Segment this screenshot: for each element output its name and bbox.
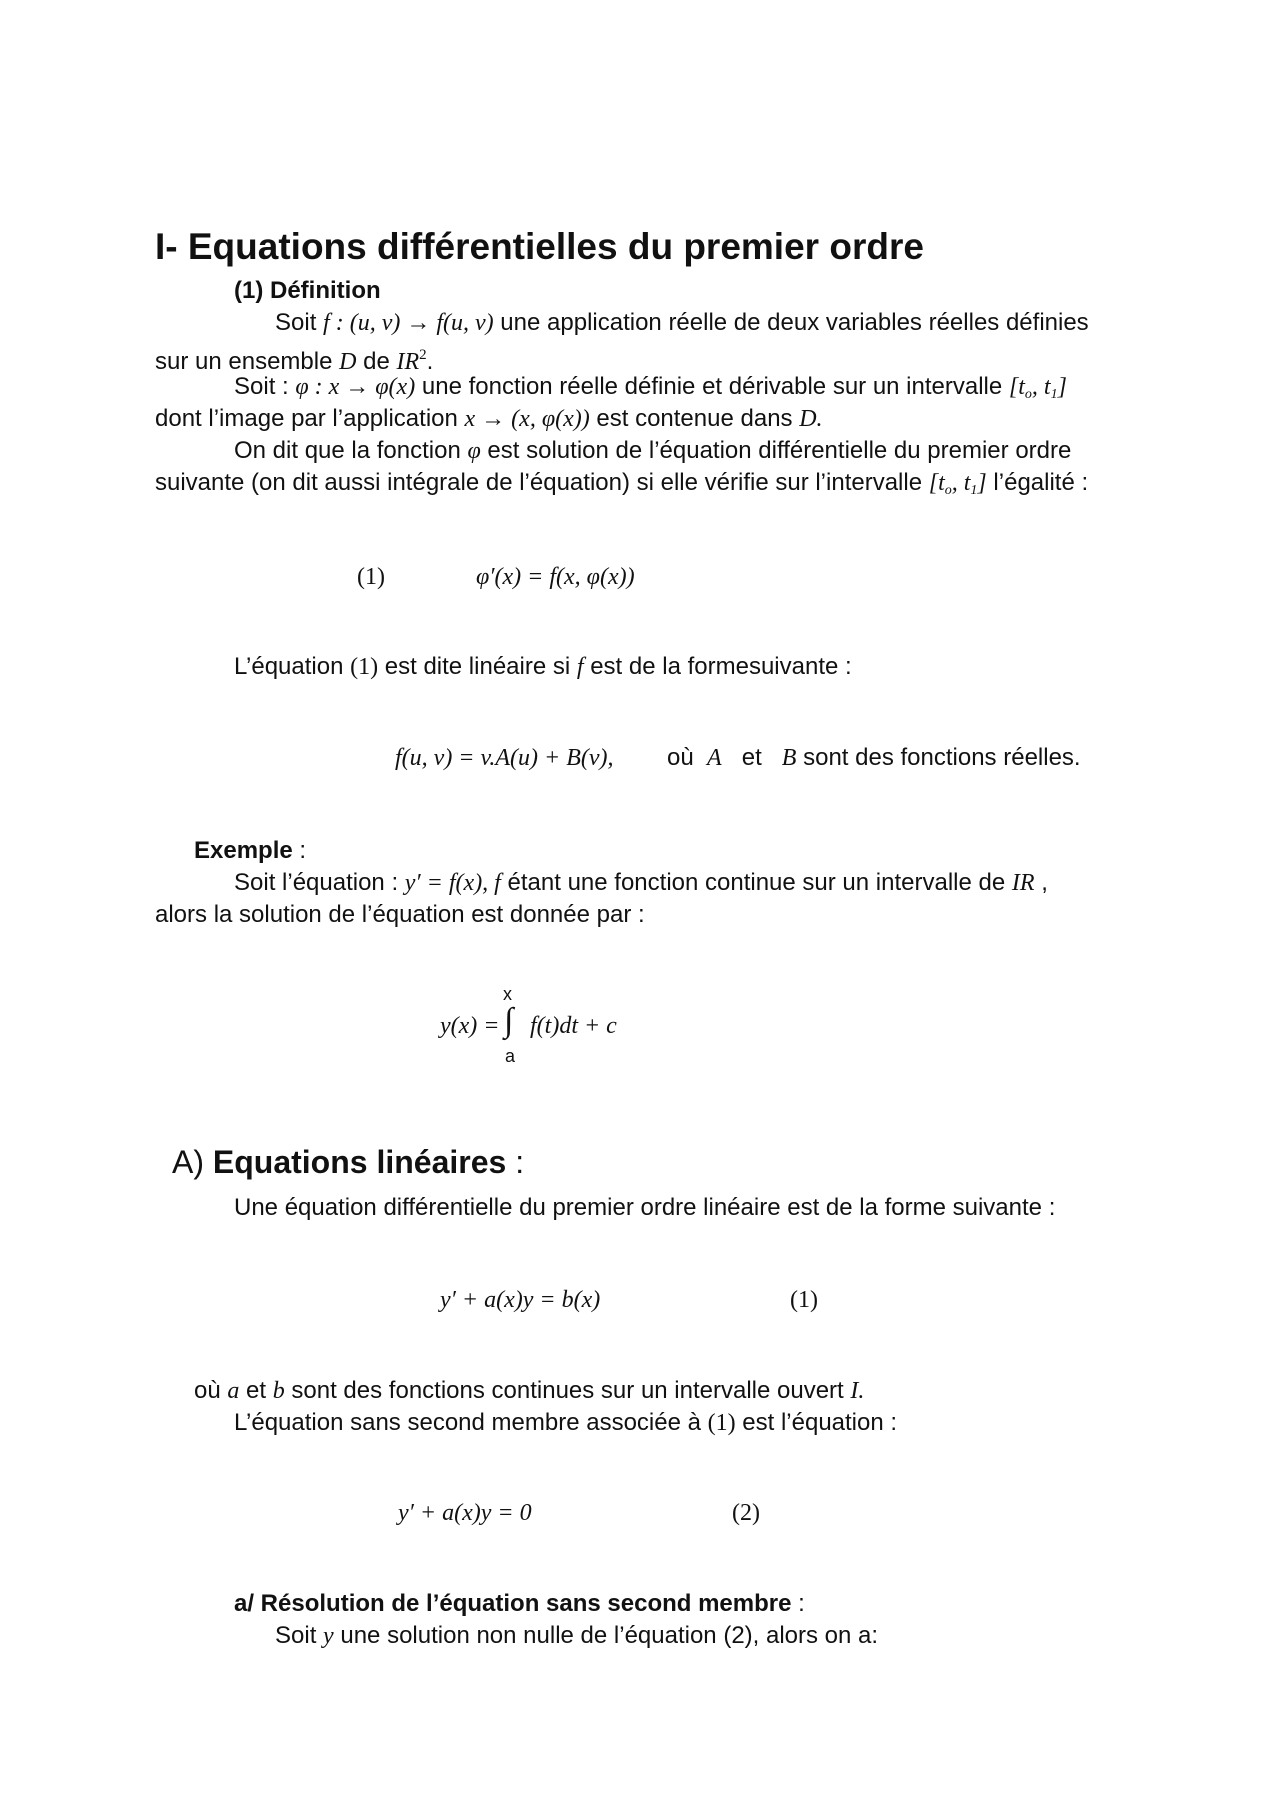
- text: .: [426, 348, 434, 375]
- example-line-2: alors la solution de l’équation est donnée par :: [155, 901, 645, 928]
- math-phi: φ: [467, 438, 481, 464]
- math-IR: IR: [1011, 870, 1035, 896]
- math-D: D.: [799, 406, 823, 432]
- linear-equation-1: y′ + a(x)y = b(x): [440, 1287, 601, 1313]
- math-f: f: [576, 654, 584, 680]
- section-a-heading: [172, 1144, 524, 1181]
- interval-open: [t: [928, 470, 945, 496]
- definition-line-6: [155, 468, 1088, 506]
- interval-close: ]: [1057, 374, 1067, 400]
- linear-form-text: [667, 743, 1081, 773]
- definition-line-4: [155, 404, 823, 434]
- text: et: [239, 1377, 273, 1404]
- linear-definition-line: [234, 652, 852, 682]
- page-title: I- Equations différentielles du premier ordre: [155, 226, 924, 267]
- definition-line-1: [275, 308, 1089, 338]
- text: On dit que la fonction: [234, 437, 468, 464]
- math-interval: [929, 470, 987, 496]
- text: L’équation sans second membre associée à: [234, 1409, 708, 1436]
- math-f: f: [323, 310, 330, 336]
- math-mapping: x → (x, φ(x)): [464, 406, 590, 432]
- interval-mid: , t: [951, 470, 971, 496]
- example-line-1: [234, 868, 1048, 898]
- text: :: [506, 1144, 525, 1180]
- interval-mid: , t: [1031, 374, 1051, 400]
- subsection-heading: [234, 1589, 805, 1619]
- text: sont des fonctions réelles.: [796, 744, 1081, 771]
- text: de: [356, 348, 397, 375]
- conditions-line: [194, 1376, 864, 1406]
- text: L’équation: [234, 653, 351, 680]
- text: une fonction réelle définie et dérivable sur un intervalle: [415, 373, 1009, 400]
- text: et: [741, 744, 762, 771]
- homogeneous-equation-2-label: (2): [732, 1500, 760, 1526]
- linear-form-equation: f(u, v) = v.A(u) + B(v),: [395, 745, 614, 771]
- text: est dite linéaire si: [378, 653, 577, 680]
- text: où: [667, 744, 694, 771]
- integral-upper-limit: x: [503, 984, 512, 1004]
- text: suivante (on dit aussi intégrale de l’équation) si elle vérifie sur l’intervalle: [155, 469, 929, 496]
- interval-close: ]: [977, 470, 987, 496]
- math-A: A: [707, 745, 722, 771]
- math-a: a: [227, 1378, 240, 1404]
- text: est l’équation :: [735, 1409, 898, 1436]
- interval-sub-1: 1: [970, 483, 978, 498]
- text: l’égalité :: [986, 469, 1089, 496]
- definition-line-5: [234, 436, 1071, 466]
- integral-lhs: y(x) =: [440, 1013, 500, 1039]
- text: dont l’image par l’application: [155, 405, 465, 432]
- section-prefix: A): [172, 1144, 213, 1180]
- example-title: Exemple: [194, 837, 293, 864]
- section-a-intro: Une équation différentielle du premier ordre linéaire est de la forme suivante :: [234, 1194, 1056, 1221]
- last-line: [275, 1621, 878, 1651]
- text: Soit :: [234, 373, 296, 400]
- definition-title: (1) Définition: [234, 277, 381, 304]
- integral-rhs: f(t)dt + c: [530, 1013, 617, 1039]
- math-b: b: [272, 1378, 285, 1404]
- text: :: [292, 837, 307, 864]
- text: une solution non nulle de l’équation (2), alors on a:: [333, 1622, 879, 1649]
- text: sont des fonctions continues sur un intervalle ouvert: [284, 1377, 851, 1404]
- text: Soit: [275, 309, 324, 336]
- math-equation: y′ = f(x), f: [404, 870, 501, 896]
- text: une application réelle de deux variables réelles définies: [493, 309, 1089, 336]
- text: sur un ensemble: [155, 348, 340, 375]
- interval-open: [t: [1008, 374, 1025, 400]
- interval-sub-o: o: [1024, 387, 1032, 402]
- text: est solution de l’équation différentielle du premier ordre: [480, 437, 1072, 464]
- example-heading: [194, 836, 306, 866]
- math-y: y: [323, 1623, 334, 1649]
- math-exponent: 2: [419, 347, 427, 363]
- linear-equation-1-label: (1): [790, 1287, 818, 1313]
- equation-1-label: (1): [357, 564, 385, 590]
- text: Soit: [275, 1622, 324, 1649]
- math-ref: (1): [707, 1410, 736, 1436]
- text: où: [194, 1377, 228, 1404]
- math-I: I.: [850, 1378, 865, 1404]
- section-title: Equations linéaires: [212, 1144, 507, 1180]
- math-ref: (1): [350, 654, 379, 680]
- text: est contenue dans: [589, 405, 800, 432]
- math-D: D: [339, 349, 357, 375]
- math-IR: IR: [396, 349, 420, 375]
- math-mapping: : (u, v) → f(u, v): [329, 310, 494, 336]
- homogeneous-equation-2: y′ + a(x)y = 0: [398, 1500, 532, 1526]
- math-B: B: [781, 745, 797, 771]
- text: :: [791, 1590, 805, 1617]
- text: est de la formesuivante :: [583, 653, 852, 680]
- math-interval: [1009, 374, 1067, 400]
- text: Soit l’équation :: [234, 869, 405, 896]
- equation-1: φ′(x) = f(x, φ(x)): [476, 564, 635, 590]
- math-phi-mapping: φ : x → φ(x): [295, 374, 416, 400]
- integral-sign: ∫: [504, 1002, 514, 1039]
- integral-lower-limit: a: [505, 1046, 516, 1066]
- text: ,: [1034, 869, 1048, 896]
- interval-sub-o: o: [944, 483, 952, 498]
- associated-equation-line: [234, 1408, 897, 1438]
- interval-sub-1: 1: [1050, 387, 1058, 402]
- subsection-title: a/ Résolution de l’équation sans second membre: [234, 1590, 792, 1617]
- text: étant une fonction continue sur un intervalle de: [500, 869, 1012, 896]
